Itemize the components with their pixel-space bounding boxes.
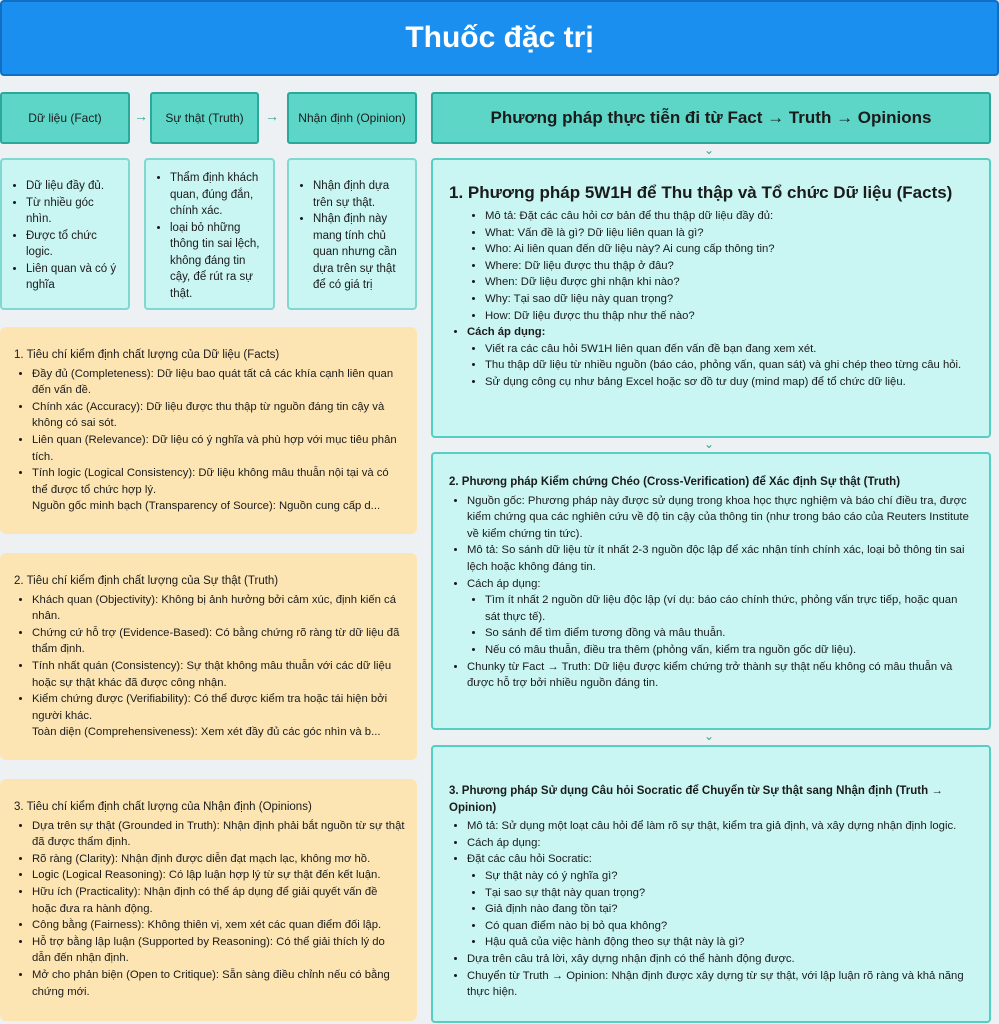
truth-details — [144, 158, 275, 310]
list-item: • Đặt các câu hỏi Socratic: — [467, 851, 975, 868]
criteria-heading: 3. Tiêu chí kiểm định chất lượng của Nhận định (Opinions) — [14, 801, 312, 813]
list-item: • Khách quan (Objectivity): Không bị ảnh hưởng bởi cảm xúc, định kiến cá nhân. — [32, 592, 405, 625]
list-item: • Liên quan (Relevance): Dữ liệu có ý nghĩa và phù hợp với mục tiêu phân tích. — [32, 432, 405, 465]
list-item: • Đầy đủ (Completeness): Dữ liệu bao quát tất cả các khía cạnh liên quan đến vấn đề. — [32, 366, 405, 399]
method-title-box — [431, 92, 991, 144]
opinion-label: Nhận định (Opinion) — [298, 111, 406, 125]
list-item: • Cách áp dụng: — [467, 576, 975, 593]
page-title: Thuốc đặc trị — [405, 21, 594, 54]
method-3-heading: 3. Phương pháp Sử dụng Câu hỏi Socratic để Chuyển từ Sự thật sang Nhận định (Truth → Opinion) — [449, 785, 943, 814]
method-2-panel — [431, 452, 991, 730]
list-item: • Hữu ích (Practicality): Nhận định có thể áp dụng để giải quyết vấn đề hoặc đưa ra hành động. — [32, 884, 405, 917]
list-item: • Công bằng (Fairness): Không thiên vị, xem xét các quan điểm đối lập. — [32, 917, 405, 934]
list-item: • Logic (Logical Reasoning): Có lập luận hợp lý từ sự thật đến kết luận. — [32, 867, 405, 884]
method-3-panel — [431, 745, 991, 1023]
list-item: • Nếu có mâu thuẫn, điều tra thêm (phỏng vấn, kiểm tra nguồn gốc dữ liệu). — [485, 642, 975, 659]
list-item: • Nhận định dựa trên sự thật. — [313, 178, 409, 211]
truth-criteria-box — [0, 553, 417, 760]
list-item: • Kiểm chứng được (Verifiability): Có thể được kiểm tra hoặc tái hiện bởi người khác. — [32, 691, 405, 724]
list-item: • Tại sao sự thật này quan trọng? — [485, 885, 975, 902]
list-item: • Why: Tại sao dữ liệu này quan trọng? — [485, 291, 975, 308]
list-item: • Mô tả: So sánh dữ liệu từ ít nhất 2-3 nguồn độc lập để xác nhận tính chính xác, loại bỏ thông tin sai lệch hoặc không đáng tin. — [467, 542, 975, 575]
chevron-down-icon: ⌄ — [704, 437, 715, 451]
chevron-down-icon: ⌄ — [704, 729, 715, 743]
list-item: • Nguồn gốc minh bạch (Transparency of Source): Nguồn cung cấp d... — [32, 498, 405, 515]
list-item: • Hỗ trợ bằng lập luận (Supported by Reasoning): Có thể giải thích lý do dẫn đến nhận định. — [32, 934, 405, 967]
fact-label-box — [0, 92, 130, 144]
criteria-heading: 1. Tiêu chí kiểm định chất lượng của Dữ liệu (Facts) — [14, 349, 280, 361]
opinion-criteria-box — [0, 779, 417, 1021]
list-item: • Tìm ít nhất 2 nguồn dữ liệu độc lập (ví dụ: báo cáo chính thức, phỏng vấn trực tiếp, hoặc quan sát thực tế). — [485, 592, 975, 625]
list-item: • Toàn diện (Comprehensiveness): Xem xét đầy đủ các góc nhìn và b... — [32, 724, 405, 741]
list-item: • Cách áp dụng: — [467, 324, 975, 341]
criteria-heading: 2. Tiêu chí kiểm định chất lượng của Sự thật (Truth) — [14, 575, 279, 587]
list-item: • Where: Dữ liệu được thu thập ở đâu? — [485, 258, 975, 275]
list-item: • Viết ra các câu hỏi 5W1H liên quan đến vấn đề bạn đang xem xét. — [485, 341, 975, 358]
opinion-details — [287, 158, 417, 310]
page-title-banner — [0, 0, 999, 76]
opinion-label-box — [287, 92, 417, 144]
list-item: • Thẩm định khách quan, đúng đắn, chính xác. — [170, 170, 267, 220]
list-item: • How: Dữ liệu được thu thập như thế nào? — [485, 308, 975, 325]
list-item: • Chuyển từ Truth → Opinion: Nhận định được xây dựng từ sự thật, với lập luận rõ ràng và khả năng thực hiện. — [467, 968, 975, 1001]
list-item: • Chính xác (Accuracy): Dữ liệu được thu thập từ nguồn đáng tin cậy và không có sai sót. — [32, 399, 405, 432]
list-item: • What: Vấn đề là gì? Dữ liệu liên quan là gì? — [485, 225, 975, 242]
method-title: Phương pháp thực tiễn đi từ Fact → Truth → Opinions — [490, 108, 932, 127]
chevron-down-icon: ⌄ — [704, 143, 715, 157]
list-item: • So sánh để tìm điểm tương đồng và mâu thuẫn. — [485, 625, 975, 642]
list-item: • Dựa trên sự thật (Grounded in Truth): Nhận định phải bắt nguồn từ sự thật đã được thẩm định. — [32, 818, 405, 851]
list-item: • Tính nhất quán (Consistency): Sự thật không mâu thuẫn với các dữ liệu hoặc sự thật khác đã được công nhận. — [32, 658, 405, 691]
list-item: • Mở cho phản biện (Open to Critique): Sẵn sàng điều chỉnh nếu có bằng chứng mới. — [32, 967, 405, 1000]
list-item: • Tính logic (Logical Consistency): Dữ liệu không mâu thuẫn nội tại và có thể được tổ chức hợp lý. — [32, 465, 405, 498]
method-2-heading: 2. Phương pháp Kiểm chứng Chéo (Cross-Verification) để Xác định Sự thật (Truth) — [449, 476, 901, 488]
list-item: • Dữ liệu đầy đủ. — [26, 178, 122, 195]
method-1-heading: 1. Phương pháp 5W1H để Thu thập và Tổ chức Dữ liệu (Facts) — [449, 183, 953, 202]
fact-details — [0, 158, 130, 310]
list-item: • Sử dụng công cụ như bảng Excel hoặc sơ đồ tư duy (mind map) để tổ chức dữ liệu. — [485, 374, 975, 391]
list-item: • Mô tả: Sử dụng một loạt câu hỏi để làm rõ sự thật, kiểm tra giả định, và xây dựng nhận định logic. — [467, 818, 975, 835]
list-item: • Chunky từ Fact → Truth: Dữ liệu được kiểm chứng trở thành sự thật nếu không có mâu thuẫn và được hỗ trợ bởi nhiều nguồn đáng tin. — [467, 659, 975, 692]
list-item: • Sự thật này có ý nghĩa gì? — [485, 868, 975, 885]
fact-label: Dữ liệu (Fact) — [28, 111, 102, 125]
list-item: • Chứng cứ hỗ trợ (Evidence-Based): Có bằng chứng rõ ràng từ dữ liệu đã thẩm định. — [32, 625, 405, 658]
list-item: • Giả định nào đang tồn tại? — [485, 901, 975, 918]
truth-label: Sự thật (Truth) — [165, 111, 244, 125]
arrow-right-icon: → — [265, 108, 279, 124]
list-item: • Hậu quả của việc hành động theo sự thật này là gì? — [485, 934, 975, 951]
list-item: • Cách áp dụng: — [467, 835, 975, 852]
list-item: • Từ nhiều góc nhìn. — [26, 195, 122, 228]
list-item: • Mô tả: Đặt các câu hỏi cơ bản để thu thập dữ liệu đầy đủ: — [485, 208, 975, 225]
truth-label-box — [150, 92, 259, 144]
list-item: • Rõ ràng (Clarity): Nhận định được diễn đạt mạch lạc, không mơ hồ. — [32, 851, 405, 868]
list-item: • Liên quan và có ý nghĩa — [26, 261, 122, 294]
list-item: • Có quan điểm nào bị bỏ qua không? — [485, 918, 975, 935]
arrow-right-icon: → — [134, 108, 148, 124]
list-item: • Dựa trên câu trả lời, xây dựng nhận định có thể hành động được. — [467, 951, 975, 968]
list-item: • Who: Ai liên quan đến dữ liệu này? Ai cung cấp thông tin? — [485, 241, 975, 258]
method-1-panel — [431, 158, 991, 438]
list-item: • loại bỏ những thông tin sai lệch, không đáng tin cậy, để rút ra sự thật. — [170, 220, 267, 303]
list-item: • Thu thập dữ liệu từ nhiều nguồn (báo cáo, phỏng vấn, quan sát) và ghi chép theo từng câu hỏi. — [485, 357, 975, 374]
list-item: • Được tổ chức logic. — [26, 228, 122, 261]
list-item: • When: Dữ liệu được ghi nhận khi nào? — [485, 274, 975, 291]
fact-criteria-box — [0, 327, 417, 534]
list-item: • Nguồn gốc: Phương pháp này được sử dụng trong khoa học thực nghiệm và báo chí điều tra, được kiểm chứng qua các nghiên cứu về độ tin cậy của thông tin (như trong báo cáo của Reuters Institute về kiểm chứng tin tức). — [467, 493, 975, 543]
list-item: • Nhận định này mang tính chủ quan nhưng cần dựa trên sự thật để có giá trị — [313, 211, 409, 294]
